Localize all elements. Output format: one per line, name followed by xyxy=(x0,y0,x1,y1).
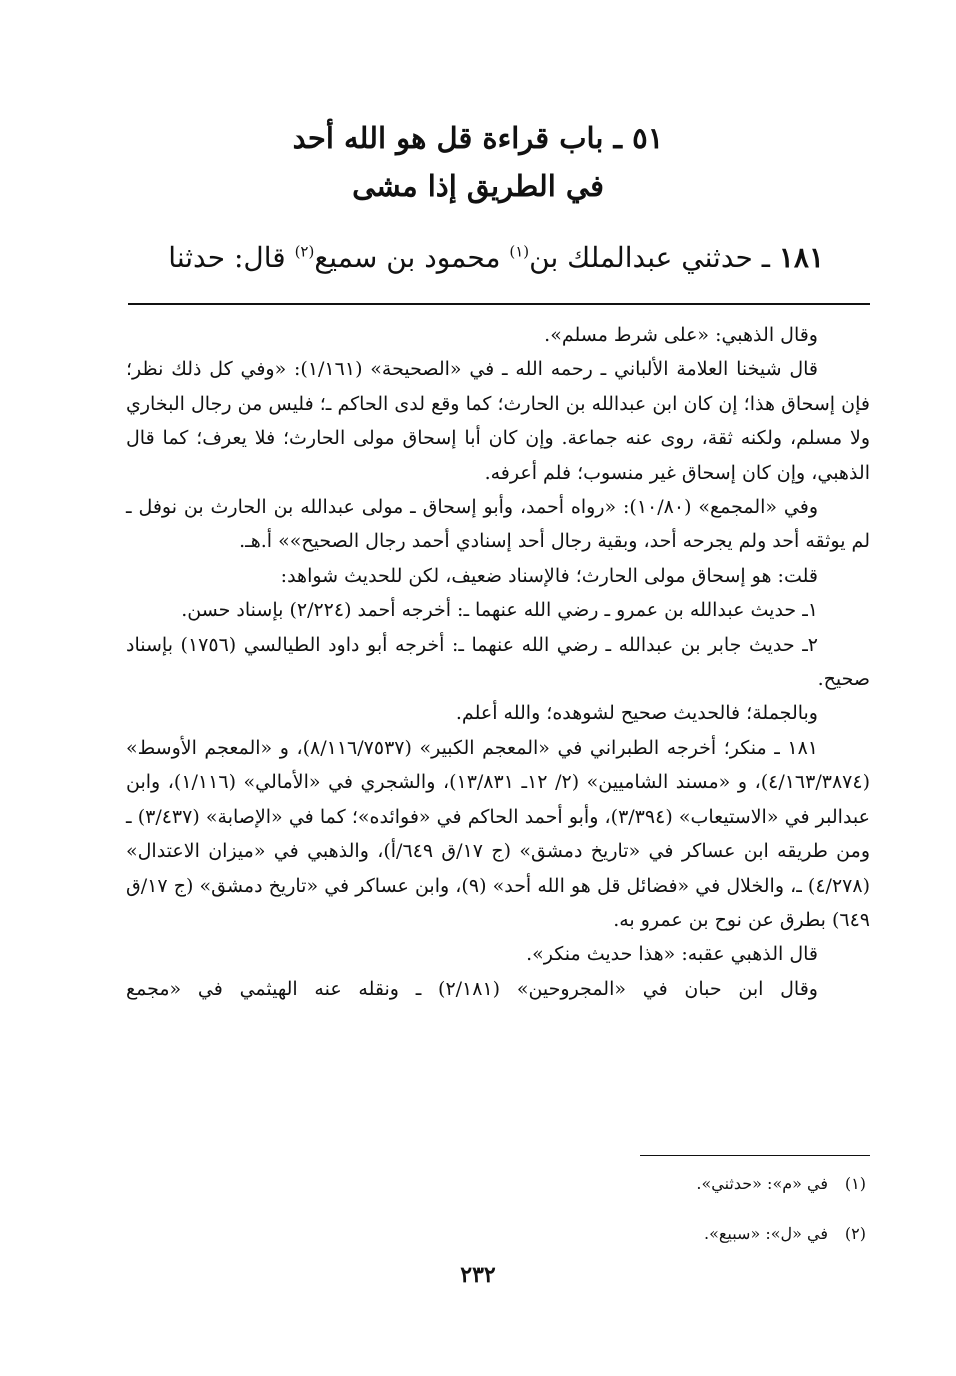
footnote-text: في «م»: «حدثني». xyxy=(696,1174,828,1193)
hadith-chain-part2: محمود بن سميع xyxy=(314,241,501,274)
commentary-paragraph: قال شيخنا العلامة الألباني ـ رحمه الله ـ في «الصحيحة» (١/١٦١): «وفي كل ذلك نظر؛ فإن إسحاق هذا؛ إن كان ابن عبدالله بن الحارث؛ كما وقع لدى الحاكم ـ؛ فليس من رجال البخاري ولا مسلم، ولكنه ثقة، روى عنه جماعة. وإن كان أبا إسحاق مولى الحارث؛ فلا يعرف؛ كما قال الذهبي، وإن كان إسحاق غير منسوب؛ فلم أعرفه. xyxy=(126,358,870,484)
footnote-marker-1: (١) xyxy=(509,242,530,261)
commentary-paragraph: وبالجملة؛ فالحديث صحيح لشوهده؛ والله أعلم. xyxy=(455,702,818,725)
footnote-number: (٢) xyxy=(844,1224,866,1243)
commentary-paragraph: وقال ابن حبان في «المجروحين» (٢/١٨١) ـ ونقله عنه الهيثمي في «مجمع xyxy=(126,977,818,1000)
footnote-divider xyxy=(640,1155,870,1156)
chapter-title: ٥١ ـ باب قراءة قل هو الله أحد xyxy=(292,121,664,155)
footnote-marker-2: (٢) xyxy=(294,242,315,261)
hadith-chain-part3: قال: حدثنا xyxy=(168,241,286,274)
footnote-number: (١) xyxy=(844,1174,866,1193)
commentary-paragraph: وفي «المجمع» (١٠/٨٠): «رواه أحمد، وأبو إسحاق ـ مولى عبدالله بن الحارث بن نوفل ـ لم يوثقه أحد ولم يجرحه أحد، وبقية رجال أحد إسنادي أحمد رجال الصحيح»» أ.هـ. xyxy=(126,496,870,553)
commentary-paragraph: قال الذهبي عقبه: «هذا حديث منكر». xyxy=(526,943,818,966)
footnote-text: في «ل»: «سبيع». xyxy=(704,1224,828,1243)
commentary-block xyxy=(126,318,870,1006)
chapter-subtitle: في الطريق إذا مشى xyxy=(352,169,604,203)
hadith-chain-part1: ـ حدثني عبدالملك بن xyxy=(529,241,770,274)
section-divider xyxy=(128,303,870,305)
footnote-1 xyxy=(400,1172,866,1196)
commentary-paragraph: ١ـ حديث عبدالله بن عمرو ـ رضي الله عنهما ـ: أخرجه أحمد (٢/٢٢٤) بإسناد حسن. xyxy=(181,599,818,622)
commentary-paragraph: قلت: هو إسحاق مولى الحارث؛ فالإسناد ضعيف، لكن للحديث شواهد: xyxy=(280,564,818,587)
footnote-2 xyxy=(400,1222,866,1246)
commentary-paragraph: ٢ـ حديث جابر بن عبدالله ـ رضي الله عنهما ـ: أخرجه أبو داود الطيالسي (١٧٥٦) بإسناد صحيح. xyxy=(126,633,870,691)
hadith-number: ١٨١ xyxy=(778,241,824,274)
page-number: ٢٣٢ xyxy=(460,1262,496,1288)
hadith-text xyxy=(122,236,824,280)
takhrij-paragraph: ١٨١ ـ منكر؛ أخرجه الطبراني في «المعجم الكبير» (٨/١١٦/٧٥٣٧)، و «المعجم الأوسط» (٤/١٦٣/٣٨٧٤)، و «مسند الشاميين» (٢/ ١٢ـ ١٣/٨٣١)، والشجري في «الأمالي» (١/١١٦)، وابن عبدالبر في «الاستيعاب» (٣/٣٩٤)، وأبو أحمد الحاكم في «فوائده»؛ كما في «الإصابة» (٣/٤٣٧) ـ ومن طريقه ابن عساكر في «تاريخ دمشق» (ج ١٧/ق ٦٤٩/أ)، والذهبي في «ميزان الاعتدال» (٤/٢٧٨) ـ، والخلال في «فضائل قل هو الله أحد» (٩)، وابن عساكر في «تاريخ دمشق» (ج ١٧/ق ٦٤٩) بطرق عن نوح بن عمرو به. xyxy=(126,736,870,931)
commentary-paragraph: وقال الذهبي: «على شرط مسلم». xyxy=(544,324,818,346)
